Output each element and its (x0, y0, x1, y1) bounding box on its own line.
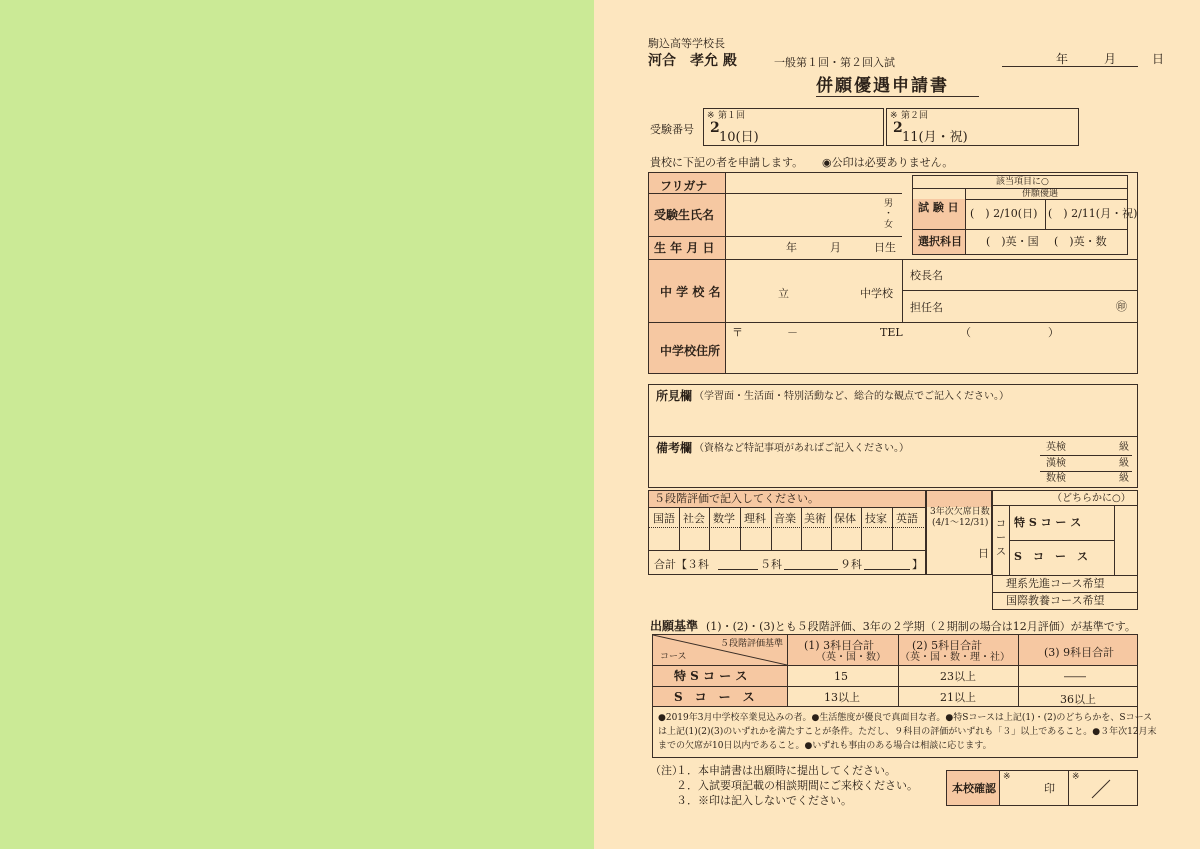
criteria-title: 出願基準 (650, 619, 699, 633)
birth-date-field[interactable]: 年 月 日生 (786, 241, 896, 254)
furigana-field[interactable] (726, 173, 902, 193)
subject-music: 音楽 (774, 512, 796, 525)
subject-science: 理科 (744, 512, 766, 525)
criteria-footnote-3: までの欠席が10日以内であること。●いずれも事由のある場合は相談に応じます。 (658, 741, 992, 751)
notes-label: 備考欄 (656, 441, 693, 455)
total-9-label: ９科 (840, 558, 862, 571)
notes-label: （注） (650, 764, 683, 777)
label-column-shade (649, 173, 725, 373)
confirm-mark-2: ※ (1072, 772, 1080, 782)
school-address-label: 中学校住所 (660, 344, 721, 358)
row2-course: S コ ー ス (674, 690, 755, 704)
criteria-footnote-2: は上記(1)(2)(3)のいずれかを満たすことが条件。ただし、９科目の評価がいずれも「３」以上であること。●３年次12月末 (658, 727, 1157, 737)
subject-selection-label: 選択科目 (918, 235, 962, 248)
col2-label: (2) 5科目合計 (912, 639, 983, 652)
note-item-2: ２．入試要項記載の相談期間にご来校ください。 (676, 779, 918, 792)
col1-sub: （英・国・数） (816, 652, 886, 663)
absence-label: 3年次欠席日数 (930, 507, 990, 517)
recipient-name: 河合 孝允 殿 (648, 53, 737, 69)
seal-not-needed-note: ◉公印は必要ありません。 (822, 156, 954, 169)
subject-social: 社会 (683, 512, 705, 525)
office-confirm-label: 本校確認 (952, 782, 996, 795)
subject-option-eng-math[interactable]: ( )英・数 (1054, 235, 1107, 248)
subject-math: 数学 (713, 512, 735, 525)
grade-input-row[interactable] (650, 529, 924, 549)
teacher-name-field[interactable]: 担任名 (910, 301, 943, 314)
col1-label: (1) 3科目合計 (804, 639, 875, 652)
science-advanced-option[interactable]: 理系先進コース希望 (1006, 577, 1105, 590)
exam-number-label: 受験番号 (650, 123, 694, 136)
birth-date-label: 生 年 月 日 (654, 241, 715, 255)
date-field[interactable]: 年 月 日 (1056, 52, 1165, 66)
confirm-slash (1090, 778, 1112, 800)
criteria-corner-course: コース (660, 652, 687, 662)
row2-val1: 13以上 (824, 691, 860, 704)
recipient-school: 駒込高等学校長 (648, 37, 725, 50)
confirm-seal: 印 (1044, 782, 1055, 795)
cert-suken-grade[interactable]: 級 (1119, 473, 1129, 484)
note-item-1: １．本申請書は出願時に提出してください。 (676, 764, 896, 777)
row1-val2: 23以上 (940, 670, 976, 683)
date-underline (1002, 66, 1138, 67)
circle-applicable-header: 該当項目に○ (996, 177, 1049, 187)
total-5-label: ５科 (760, 558, 782, 571)
row2-val3: 36以上 (1060, 693, 1096, 706)
col2-sub: （英・国・数・理・社） (900, 652, 1010, 663)
seal-mark: ㊞ (1116, 300, 1127, 313)
row1-val3: ―― (1064, 670, 1086, 683)
applicant-name-label: 受験生氏名 (654, 208, 715, 222)
exam-date-option-0211[interactable]: ( ) 2/11(月・祝) (1048, 207, 1138, 220)
preferential-header: 併願優遇 (1022, 189, 1059, 199)
international-option[interactable]: 国際教養コース希望 (1006, 594, 1105, 607)
row2-val2: 21以上 (940, 691, 976, 704)
green-cover-panel (0, 0, 594, 849)
principal-name-field[interactable]: 校長名 (910, 269, 943, 282)
school-prefecture-field[interactable]: 立 (778, 287, 789, 300)
tel-label: TEL (880, 326, 903, 339)
exam-date-label: 試 験 日 (918, 201, 959, 214)
exam-date-option-0210[interactable]: ( ) 2/10(日) (970, 207, 1038, 220)
gender-select[interactable]: 男 ・ 女 (884, 199, 894, 230)
confirm-mark-1: ※ (1003, 772, 1011, 782)
opinion-label: 所見欄 (656, 389, 693, 403)
form-title: 併願優遇申請書 (816, 76, 949, 96)
exam-number-round1-box[interactable]: ※ 第１回 2 10(日) (703, 108, 884, 146)
cert-eiken-name: 英検 (1046, 442, 1066, 453)
notes-hint: （資格など特記事項があればご記入ください。） (694, 443, 909, 454)
note-item-3: ３．※印は記入しないでください。 (676, 794, 852, 807)
absence-unit: 日 (978, 547, 989, 560)
col3-label: (3) 9科目合計 (1044, 646, 1115, 659)
row1-course: 特 S コ ー ス (674, 669, 748, 683)
subject-pe: 保体 (834, 512, 856, 525)
school-name-suffix: 中学校 (860, 287, 893, 300)
cert-eiken-grade[interactable]: 級 (1119, 442, 1129, 453)
applicant-name-field[interactable] (726, 194, 876, 236)
criteria-corner-header: ５段階評価基準 (720, 639, 784, 649)
course-option-s[interactable]: S コ ー ス (1014, 550, 1088, 563)
tel-field[interactable]: （ ） (960, 326, 1059, 339)
cert-kanken-name: 漢検 (1046, 458, 1066, 469)
course-option-special-s[interactable]: 特 S コ ー ス (1014, 516, 1082, 529)
total-label: 合計【３科 (654, 558, 709, 571)
school-name-label: 中 学 校 名 (660, 285, 721, 299)
course-note: （どちらかに○） (1052, 493, 1131, 504)
subject-japanese: 国語 (653, 512, 675, 525)
subject-art: 美術 (804, 512, 826, 525)
absence-period: (4/1～12/31) (932, 518, 989, 528)
course-vertical-label: コース (996, 519, 1006, 558)
subject-english: 英語 (896, 512, 918, 525)
grades-header: ５段階評価で記入してください。 (654, 492, 819, 505)
postal-code-field[interactable]: 〒 － (732, 326, 798, 339)
cert-kanken-grade[interactable]: 級 (1119, 458, 1129, 469)
subject-tech-home: 技家 (865, 512, 887, 525)
exam-number-round2-box[interactable]: ※ 第２回 2 11(月・祝) (886, 108, 1079, 146)
cert-suken-name: 数検 (1046, 473, 1066, 484)
exam-round: 一般第１回・第２回入試 (774, 56, 895, 69)
intro-text: 貴校に下記の者を申請します。 (650, 156, 804, 169)
title-underline (816, 96, 979, 97)
opinion-hint: （学習面・生活面・特別活動など、総合的な観点でご記入ください。） (694, 391, 1009, 402)
opinion-field[interactable] (650, 406, 1136, 434)
criteria-footnote-1: ●2019年3月中学校卒業見込みの者。●生活態度が優良で真面目な者。●特Sコースは上記(1)・(2)のどちらかを、Sコース (658, 713, 1153, 723)
row1-val1: 15 (834, 670, 848, 683)
subject-option-eng-jpn[interactable]: ( )英・国 (986, 235, 1039, 248)
furigana-label: フリガナ (660, 179, 708, 193)
total-close: 】 (912, 558, 923, 571)
application-form-sheet (594, 0, 1200, 849)
criteria-text: (1)・(2)・(3)とも５段階評価、3年の２学期（２期制の場合は12月評価）が基準です。 (706, 620, 1136, 633)
